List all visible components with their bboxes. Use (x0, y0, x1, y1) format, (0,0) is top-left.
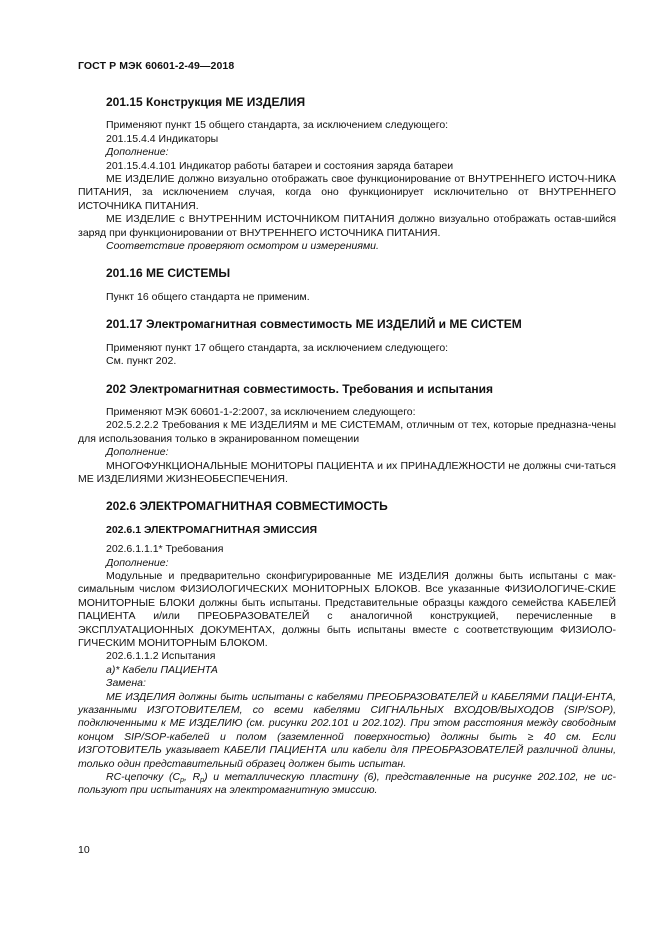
paragraph: Применяют пункт 17 общего стандарта, за исключением следующего: (106, 341, 449, 354)
paragraph: МЕ ИЗДЕЛИЕ должно визуально отображать свое функционирование от ВНУТРЕННЕГО ИСТОЧ-НИКА ПИТАНИЯ, за исключением случая, когда оно функционирует исключительно от ВНУТРЕННЕГО ИСТОЧНИКА ПИТАНИЯ. (78, 173, 616, 212)
section-201-16 (78, 267, 616, 304)
addition-label: Дополнение: (106, 146, 169, 159)
list-item-label: а)* Кабели ПАЦИЕНТА (106, 663, 218, 676)
paragraph: Применяют пункт 15 общего стандарта, за исключением следующего: (106, 119, 449, 132)
document-header: ГОСТ Р МЭК 60601-2-49—2018 (78, 60, 235, 72)
subsection-heading-202-6-1: 202.6.1 ЭЛЕКТРОМАГНИТНАЯ ЭМИССИЯ (106, 523, 317, 536)
clause-number: 201.15.4.4.101 Индикатор работы батареи и состояния заряда батареи (106, 159, 454, 172)
page-number: 10 (78, 844, 90, 856)
section-heading-201-15: 201.15 Конструкция МЕ ИЗДЕЛИЯ (106, 95, 306, 109)
section-heading-202-6: 202.6 ЭЛЕКТРОМАГНИТНАЯ СОВМЕСТИМОСТЬ (106, 499, 388, 514)
clause-number: 201.15.4.4 Индикаторы (106, 132, 219, 145)
clause-number: 202.6.1.1.2 Испытания (106, 650, 216, 663)
clause-number: 202.6.1.1.1* Требования (106, 543, 224, 556)
paragraph: МНОГОФУНКЦИОНАЛЬНЫЕ МОНИТОРЫ ПАЦИЕНТА и их ПРИНАДЛЕЖНОСТИ не должны счи-таться МЕ ИЗДЕЛИЯМИ ЖИЗНЕОБЕСПЕЧЕНИЯ. (78, 459, 616, 485)
section-202 (78, 383, 616, 487)
replacement-label: Замена: (106, 677, 146, 690)
section-heading-201-16: 201.16 МЕ СИСТЕМЫ (106, 266, 231, 281)
paragraph: Применяют МЭК 60601-1-2:2007, за исключением следующего: (106, 405, 416, 418)
paragraph: Модульные и предварительно сконфигурированные МЕ ИЗДЕЛИЯ должны быть испытаны с мак-симальным числом ФИЗИОЛОГИЧЕСКИХ МОНИТОРНЫХ БЛОКОВ. Все указанные ФИЗИОЛОГИЧЕ-СКИЕ МОНИТОРНЫЕ БЛОКИ должны быть испытаны. Представительные образцы каждого семейства КАБЕЛЕЙ ПАЦИЕНТА и/или ПРЕОБРАЗОВАТЕЛЕЙ с аналогичной конструкцией, перечисленные в ЭКСПЛУАТАЦИОННЫХ ДОКУМЕНТАХ, должны быть испытаны вместе с соответствующим ФИЗИОЛО-ГИЧЕСКИМ МОНИТОРНЫМ БЛОКОМ. (78, 569, 616, 649)
addition-label: Дополнение: (106, 446, 169, 459)
compliance-note: Соответствие проверяют осмотром и измерениями. (106, 240, 379, 253)
paragraph: МЕ ИЗДЕЛИЕ с ВНУТРЕННИМ ИСТОЧНИКОМ ПИТАНИЯ должно визуально отображать остав-шийся заряд при функционировании от ВНУТРЕННЕГО ИСТОЧНИКА ПИТАНИЯ. (78, 213, 616, 239)
document-body (78, 88, 616, 798)
section-heading-202: 202 Электромагнитная совместимость. Требования и испытания (106, 381, 494, 396)
paragraph: МЕ ИЗДЕЛИЯ должны быть испытаны с кабелями ПРЕОБРАЗОВАТЕЛЕЙ и КАБЕЛЯМИ ПАЦИ-ЕНТА, указанными ИЗГОТОВИТЕЛЕМ, со всеми кабелями СИГНАЛЬНЫХ ВХОДОВ/ВЫХОДОВ (SIP/SOP), подключенными к МЕ ИЗДЕЛИЮ (см. рисунки 202.101 и 202.102). При этом расстояния между свободным концом SIP/SOP-кабелей и полом (заземленной поверхностью) должны быть ≥ 40 см. Если ИЗГОТОВИТЕЛЬ указывает КАБЕЛИ ПАЦИЕНТА или кабели для ПРЕОБРАЗОВАТЕЛЕЙ различной длины, только один представительный образец должен быть испытан. (78, 690, 616, 770)
section-heading-201-17: 201.17 Электромагнитная совместимость МЕ ИЗДЕЛИЙ и МЕ СИСТЕМ (106, 317, 522, 332)
paragraph: Пункт 16 общего стандарта не применим. (106, 290, 310, 303)
paragraph: См. пункт 202. (106, 355, 177, 368)
paragraph: RC-цепочку ($C_p$, $R_p$) и металлическую пластину (6), представленные на рисунке 202.102, не ис-пользуют при испытаниях на электромагнитную эмиссию. (78, 771, 616, 797)
section-202-6 (78, 500, 616, 798)
addition-label: Дополнение: (106, 556, 169, 569)
paragraph: 202.5.2.2.2 Требования к МЕ ИЗДЕЛИЯМ и МЕ СИСТЕМАМ, отличным от тех, которые предназна-чены для использования только в экранированном помещении (78, 419, 616, 445)
section-201-17 (78, 318, 616, 368)
